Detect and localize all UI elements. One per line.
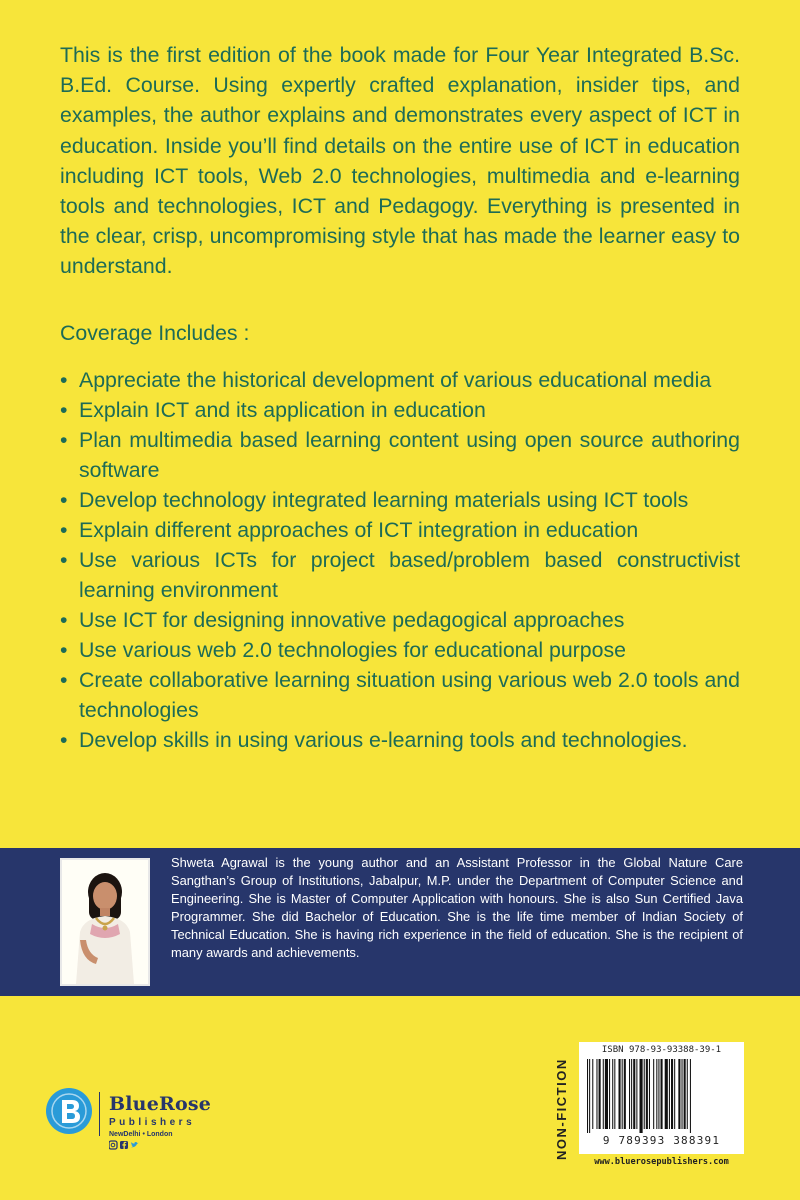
barcode-bar	[640, 1059, 643, 1133]
barcode-bar	[661, 1059, 663, 1129]
twitter-icon	[131, 1142, 139, 1147]
instagram-icon	[109, 1141, 117, 1149]
barcode-bars-icon	[585, 1059, 738, 1133]
list-item-text: Create collaborative learning situation using various web 2.0 tools and technologies	[79, 668, 740, 722]
list-item-text: Explain ICT and its application in education	[79, 398, 486, 422]
list-item	[60, 425, 740, 485]
barcode-bar	[687, 1059, 688, 1129]
barcode-bar	[684, 1059, 686, 1129]
barcode-bar	[682, 1059, 683, 1129]
list-item-text: Use various ICTs for project based/problem based constructivist learning environment	[79, 548, 740, 602]
list-item	[60, 665, 740, 725]
list-item-text: Explain different approaches of ICT integration in education	[79, 518, 639, 542]
barcode-bar	[646, 1059, 648, 1129]
publisher-cities: NewDelhi • London	[109, 1131, 173, 1138]
list-item	[60, 485, 740, 515]
isbn-label: ISBN 978-93-93388-39-1	[601, 1045, 722, 1055]
author-photo	[60, 858, 150, 986]
barcode-bar	[612, 1059, 613, 1129]
barcode-bar	[619, 1059, 621, 1129]
list-item-text: Develop skills in using various e-learning tools and technologies.	[79, 728, 688, 752]
book-description: This is the first edition of the book made for Four Year Integrated B.Sc. B.Ed. Course. Using expertly crafted explanation, insider tips, and examples, the author explains and demonstrates every aspect of ICT in education. Inside you’ll find details on the entire use of ICT in education including ICT tools, Web 2.0 technologies, multimedia and e-learning tools and technologies, ICT and Pedagogy. Everything is presented in the clear, crisp, uncompromising style that has made the learner easy to understand.	[60, 43, 740, 279]
social-icons	[109, 1140, 149, 1150]
barcode-bar	[587, 1059, 588, 1133]
list-item-text: Use various web 2.0 technologies for educational purpose	[79, 638, 626, 662]
barcode-bar	[596, 1059, 597, 1129]
barcode-bar	[669, 1059, 670, 1129]
barcode-bar	[653, 1059, 654, 1129]
bullet-icon: •	[60, 398, 68, 422]
barcode-bar	[624, 1059, 626, 1129]
list-item-text: Develop technology integrated learning materials using ICT tools	[79, 488, 689, 512]
author-bio: Shweta Agrawal is the young author and an Assistant Professor in the Global Nature Care Sangthan’s Group of Institutions, Jabalpur, M.P. under the Department of Computer Science and Engineering. She is Master of Computer Application with honours. She is also Sun Certified Java Programmer. She did Bachelor of Education. She is the life time member of Indian Society of Technical Education. She is having rich experience in the field of education. She is the recipient of many awards and achievements.	[171, 855, 743, 960]
list-item-text: Use ICT for designing innovative pedagogical approaches	[79, 608, 625, 632]
logo-divider	[99, 1092, 100, 1136]
barcode-bar	[690, 1059, 691, 1133]
barcode	[579, 1042, 744, 1154]
barcode-bar	[589, 1059, 590, 1133]
bullet-icon: •	[60, 638, 68, 662]
bluerose-logo-icon	[46, 1088, 92, 1134]
genre-label: NON-FICTION	[554, 1058, 569, 1160]
list-item	[60, 395, 740, 425]
barcode-bar	[614, 1059, 615, 1129]
bullet-icon: •	[60, 368, 68, 392]
barcode-bar	[674, 1059, 675, 1129]
barcode-bar	[629, 1059, 630, 1129]
publisher-logo	[46, 1088, 246, 1158]
barcode-bar	[592, 1059, 593, 1129]
list-item	[60, 725, 740, 755]
barcode-bar	[658, 1059, 659, 1129]
barcode-bar	[609, 1059, 610, 1129]
author-section	[0, 848, 800, 996]
barcode-bar	[599, 1059, 601, 1129]
list-item	[60, 515, 740, 545]
publisher-name: BlueRose	[109, 1093, 212, 1115]
bullet-icon: •	[60, 488, 68, 512]
barcode-bar	[603, 1059, 604, 1129]
barcode-bar	[649, 1059, 650, 1129]
author-portrait-icon	[62, 860, 148, 984]
bullet-icon: •	[60, 518, 68, 542]
barcode-bar	[605, 1059, 608, 1129]
list-item-text: Appreciate the historical development of various educational media	[79, 368, 712, 392]
list-item	[60, 545, 740, 605]
bullet-icon: •	[60, 548, 68, 572]
list-item	[60, 635, 740, 665]
bullet-icon: •	[60, 668, 68, 692]
publisher-subtitle: Publishers	[109, 1117, 196, 1128]
bullet-icon: •	[60, 608, 68, 632]
list-item	[60, 605, 740, 635]
list-item	[60, 365, 740, 395]
barcode-bar	[644, 1059, 645, 1129]
bullet-icon: •	[60, 428, 68, 452]
bullet-icon: •	[60, 728, 68, 752]
publisher-website: www.bluerosepublishers.com	[594, 1157, 729, 1167]
barcode-bar	[656, 1059, 657, 1129]
coverage-heading: Coverage Includes :	[60, 321, 250, 345]
barcode-bar	[622, 1059, 623, 1129]
barcode-bar	[665, 1059, 668, 1129]
barcode-bar	[631, 1059, 632, 1129]
barcode-bar	[678, 1059, 680, 1129]
barcode-bar	[671, 1059, 673, 1129]
barcode-bar	[636, 1059, 637, 1129]
ean-number: 9 789393 388391	[602, 1134, 721, 1147]
coverage-list	[60, 365, 740, 755]
barcode-bar	[633, 1059, 635, 1129]
list-item-text: Plan multimedia based learning content using open source authoring software	[79, 428, 740, 482]
